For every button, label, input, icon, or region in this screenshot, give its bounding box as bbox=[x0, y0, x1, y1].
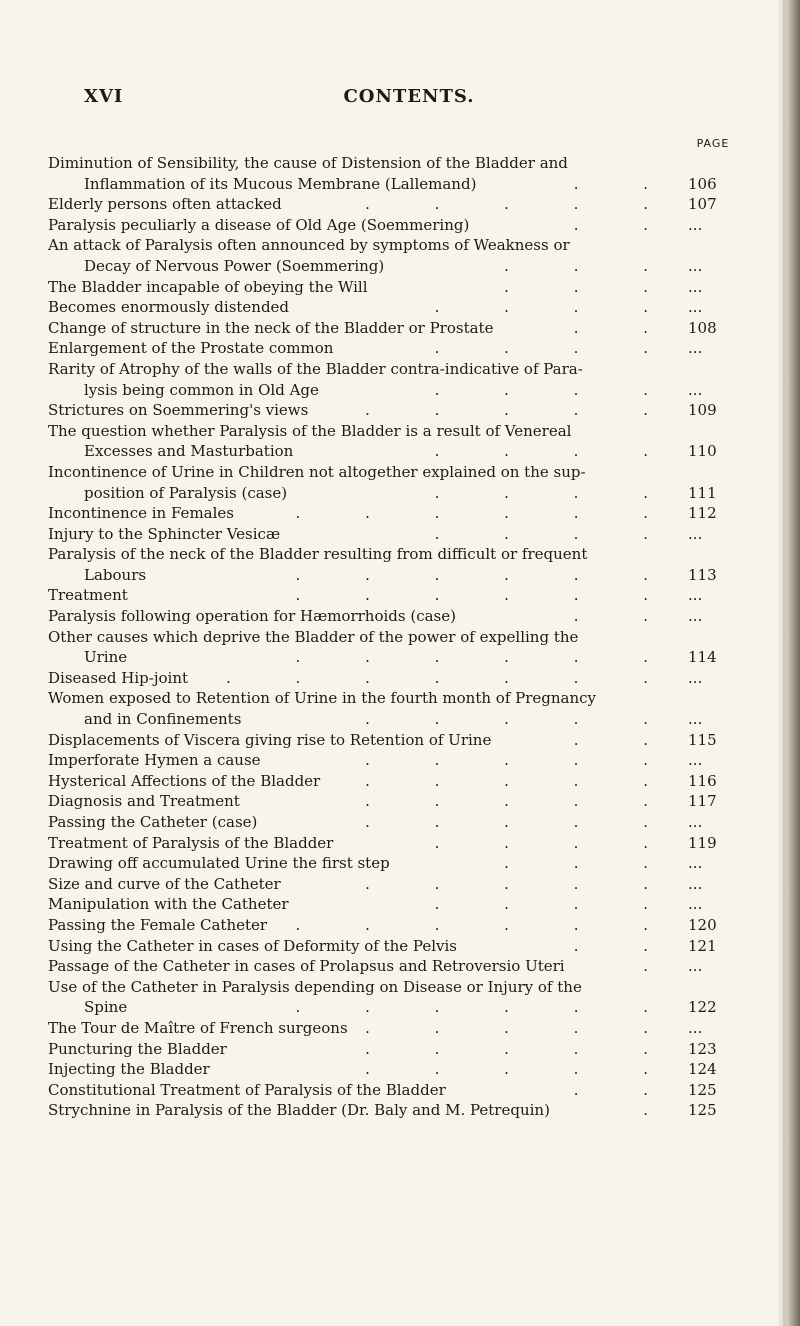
toc-entry bbox=[48, 688, 740, 709]
toc-entry-text: Labours bbox=[84, 565, 147, 584]
toc-leader-dots: . . . . . . bbox=[295, 565, 678, 584]
toc-entry bbox=[48, 730, 740, 751]
toc-page-number: 125 bbox=[688, 1101, 717, 1120]
toc-entry-text: Use of the Catheter in Paralysis depending on Disease or Injury of the bbox=[48, 977, 582, 996]
toc-entry bbox=[48, 833, 740, 854]
toc-entry bbox=[48, 1059, 740, 1080]
toc-page-number: 110 bbox=[688, 442, 717, 461]
toc-page-number: 122 bbox=[688, 998, 717, 1017]
page-fold-line bbox=[783, 0, 786, 1326]
toc-leader-dots: . . . . . bbox=[365, 1060, 678, 1079]
toc-entry-text: and in Confinements bbox=[84, 710, 242, 729]
toc-page-number: 109 bbox=[688, 401, 717, 420]
toc-entry bbox=[48, 812, 740, 833]
toc-entry-text: Passing the Catheter (case) bbox=[48, 813, 258, 831]
toc-entry-text: Drawing off accumulated Urine the first step bbox=[48, 854, 390, 873]
toc-entry-text: Diminution of Sensibility, the cause of Distension of the Bladder and bbox=[48, 154, 568, 172]
toc-page-number: ... bbox=[688, 957, 703, 976]
toc-entry-text: Injecting the Bladder bbox=[48, 1060, 210, 1079]
toc-entry-text: Change of structure in the neck of the Bladder or Prostate bbox=[48, 318, 494, 337]
toc-page-number: 116 bbox=[688, 771, 717, 790]
toc-leader-dots: . . . . bbox=[434, 895, 678, 914]
toc-page-number: 125 bbox=[688, 1080, 717, 1099]
toc-leader-dots: . . bbox=[573, 318, 678, 337]
toc-entry-text: Paralysis following operation for Hæmorrhoids (case) bbox=[48, 607, 456, 626]
toc-entry-text: The Tour de Maître of French surgeons bbox=[48, 1018, 348, 1037]
toc-entry-text: Spine bbox=[84, 998, 128, 1017]
toc-entry bbox=[48, 359, 740, 380]
toc-entry bbox=[48, 915, 740, 936]
toc-entry bbox=[48, 874, 740, 895]
toc-entry bbox=[48, 853, 740, 874]
toc-page-number: 112 bbox=[688, 504, 717, 523]
toc-entry bbox=[48, 421, 740, 442]
toc-page-number: 107 bbox=[688, 195, 717, 214]
toc-entry bbox=[48, 606, 740, 627]
toc-leader-dots: . . . . bbox=[434, 833, 678, 852]
toc-leader-dots: . . . . bbox=[434, 524, 678, 543]
toc-leader-dots: . . . . bbox=[434, 339, 678, 358]
toc-entry bbox=[48, 627, 740, 648]
toc-entry-text: Enlargement of the Prostate common bbox=[48, 339, 334, 358]
toc-entry-text: Puncturing the Bladder bbox=[48, 1039, 227, 1058]
toc-leader-dots: . . . . . bbox=[365, 195, 678, 214]
toc-leader-dots: . . . . bbox=[434, 380, 678, 399]
toc-leader-dots: . . . . . bbox=[365, 401, 678, 420]
toc-entry-text: Constitutional Treatment of Paralysis of the Bladder bbox=[48, 1080, 446, 1099]
toc-leader-dots: . . bbox=[573, 174, 678, 193]
toc-entry bbox=[48, 1018, 740, 1039]
toc-leader-dots: . . . . . . bbox=[295, 998, 678, 1017]
toc-entry bbox=[48, 585, 740, 606]
toc-entry-text: Injury to the Sphincter Vesicæ bbox=[48, 524, 281, 543]
toc-entry-text: Excesses and Masturbation bbox=[84, 442, 294, 461]
toc-page-number: ... bbox=[688, 215, 703, 234]
toc-entry-text: Strictures on Soemmering's views bbox=[48, 401, 309, 420]
toc-page-number: 108 bbox=[688, 318, 717, 337]
toc-page-number: 111 bbox=[688, 483, 717, 502]
toc-leader-dots: . . . bbox=[504, 256, 678, 275]
toc-entry-text: Hysterical Affections of the Bladder bbox=[48, 771, 321, 790]
toc-entry bbox=[48, 277, 740, 298]
toc-entry bbox=[48, 977, 740, 998]
toc-leader-dots: . . . . . bbox=[365, 792, 678, 811]
toc-leader-dots: . . . . . bbox=[365, 771, 678, 790]
toc-entry-text: The Bladder incapable of obeying the Will bbox=[48, 277, 368, 296]
toc-entry bbox=[48, 791, 740, 812]
toc-entry bbox=[48, 235, 740, 256]
toc-entry bbox=[48, 771, 740, 792]
toc-leader-dots: . bbox=[643, 957, 678, 976]
toc-page-number: ... bbox=[688, 298, 703, 317]
toc-entry-text: Paralysis peculiarly a disease of Old Age (Soemmering) bbox=[48, 215, 470, 234]
toc-leader-dots: . . . . . . bbox=[295, 648, 678, 667]
toc-entry-text: Strychnine in Paralysis of the Bladder (Dr. Baly and M. Petrequin) bbox=[48, 1101, 550, 1120]
toc-entry-continuation bbox=[48, 174, 740, 195]
toc-entry-text: Elderly persons often attacked bbox=[48, 195, 282, 214]
toc-entry-text: Urine bbox=[84, 648, 128, 667]
toc-entry-text: Diseased Hip-joint bbox=[48, 668, 189, 687]
toc-entry-text: An attack of Paralysis often announced by symptoms of Weakness or bbox=[48, 236, 570, 255]
toc-entry-continuation bbox=[48, 380, 740, 401]
toc-leader-dots: . . . . . bbox=[365, 751, 678, 770]
toc-page-number: 117 bbox=[688, 792, 717, 811]
toc-entry-continuation bbox=[48, 256, 740, 277]
toc-entry-text: Passing the Female Catheter bbox=[48, 915, 268, 934]
toc-page-number: 115 bbox=[688, 730, 717, 749]
toc-entry-text: Passage of the Catheter in cases of Prolapsus and Retroversio Uteri bbox=[48, 957, 565, 976]
toc-page-number: ... bbox=[688, 277, 703, 296]
toc-page-number: ... bbox=[688, 380, 703, 399]
toc-leader-dots: . . bbox=[573, 730, 678, 749]
toc-entry bbox=[48, 215, 740, 236]
toc-entry-text: Decay of Nervous Power (Soemmering) bbox=[84, 256, 385, 275]
toc-page-number: 114 bbox=[688, 648, 717, 667]
toc-leader-dots: . . . . . bbox=[365, 1039, 678, 1058]
toc-entry bbox=[48, 400, 740, 421]
toc-leader-dots: . . . bbox=[504, 277, 678, 296]
toc-entry-text: Becomes enormously distended bbox=[48, 298, 290, 317]
toc-entry-text: Other causes which deprive the Bladder of the power of expelling the bbox=[48, 627, 579, 646]
toc-entry-text: Size and curve of the Catheter bbox=[48, 874, 281, 893]
toc-entry bbox=[48, 750, 740, 771]
toc-entry-text: The question whether Paralysis of the Bladder is a result of Venereal bbox=[48, 421, 572, 440]
toc-entry bbox=[48, 956, 740, 977]
toc-entry-continuation bbox=[48, 647, 740, 668]
toc-entry bbox=[48, 318, 740, 339]
toc-entry bbox=[48, 1080, 740, 1101]
toc-leader-dots: . . bbox=[573, 607, 678, 626]
toc-page-number: 120 bbox=[688, 915, 717, 934]
toc-entry-text: Treatment bbox=[48, 586, 128, 605]
toc-entry-text: lysis being common in Old Age bbox=[84, 380, 319, 399]
toc-leader-dots: . . . . . . bbox=[295, 915, 678, 934]
toc-entry-continuation bbox=[48, 997, 740, 1018]
toc-leader-dots: . . . . bbox=[434, 298, 678, 317]
toc-page-number: ... bbox=[688, 607, 703, 626]
toc-leader-dots: . . bbox=[573, 1080, 678, 1099]
toc-page-number: ... bbox=[688, 854, 703, 873]
toc-entry bbox=[48, 462, 740, 483]
toc-entry bbox=[48, 297, 740, 318]
toc-page-number: ... bbox=[688, 710, 703, 729]
toc-entry bbox=[48, 894, 740, 915]
toc-page-number: 113 bbox=[688, 565, 717, 584]
toc-entry-text: Manipulation with the Catheter bbox=[48, 895, 289, 914]
toc-leader-dots: . . . . . . bbox=[295, 504, 678, 523]
toc-leader-dots: . . . . . bbox=[365, 874, 678, 893]
toc-entry-continuation bbox=[48, 709, 740, 730]
toc-page-number: ... bbox=[688, 339, 703, 358]
toc-page-number: ... bbox=[688, 895, 703, 914]
toc-page-number: ... bbox=[688, 524, 703, 543]
toc-entry bbox=[48, 668, 740, 689]
toc-entry-text: Rarity of Atrophy of the walls of the Bladder contra-indicative of Para- bbox=[48, 359, 583, 378]
toc-entry-text: Incontinence of Urine in Children not altogether explained on the sup- bbox=[48, 462, 586, 481]
toc-entry-text: Treatment of Paralysis of the Bladder bbox=[48, 833, 334, 852]
toc-entry bbox=[48, 338, 740, 359]
toc-leader-dots: . . . . . . . bbox=[226, 668, 678, 687]
toc-entry bbox=[48, 1039, 740, 1060]
contents-list bbox=[48, 153, 740, 1121]
running-head bbox=[84, 86, 734, 110]
toc-leader-dots: . bbox=[643, 1101, 678, 1120]
toc-entry bbox=[48, 194, 740, 215]
toc-entry-continuation bbox=[48, 441, 740, 462]
page-column-label: PAGE bbox=[696, 137, 730, 150]
toc-entry bbox=[48, 544, 740, 565]
toc-page-number: ... bbox=[688, 874, 703, 893]
toc-entry-text: Paralysis of the neck of the Bladder resulting from difficult or frequent bbox=[48, 545, 588, 564]
toc-page-number: 106 bbox=[688, 174, 717, 193]
toc-leader-dots: . . . . bbox=[434, 483, 678, 502]
toc-entry-text: Imperforate Hymen a cause bbox=[48, 751, 261, 770]
toc-entry bbox=[48, 936, 740, 957]
toc-entry-text: Diagnosis and Treatment bbox=[48, 792, 240, 811]
toc-leader-dots: . . . . . bbox=[365, 1018, 678, 1037]
toc-entry-text: Using the Catheter in cases of Deformity of the Pelvis bbox=[48, 936, 457, 955]
toc-leader-dots: . . . . . bbox=[365, 710, 678, 729]
toc-entry-text: Incontinence in Females bbox=[48, 504, 234, 523]
toc-leader-dots: . . . . . . bbox=[295, 586, 678, 605]
toc-leader-dots: . . bbox=[573, 215, 678, 234]
toc-page-number: 124 bbox=[688, 1060, 717, 1079]
toc-entry bbox=[48, 524, 740, 545]
page-edge-shadow bbox=[778, 0, 800, 1326]
toc-entry-continuation bbox=[48, 483, 740, 504]
toc-page-number: 121 bbox=[688, 936, 717, 955]
toc-page-number: ... bbox=[688, 256, 703, 275]
toc-leader-dots: . . . . . bbox=[365, 813, 678, 831]
toc-entry bbox=[48, 503, 740, 524]
toc-page-number: ... bbox=[688, 586, 703, 605]
toc-leader-dots: . . . bbox=[504, 854, 678, 873]
toc-page-number: ... bbox=[688, 813, 703, 831]
toc-entry bbox=[48, 153, 740, 174]
page-title: CONTENTS. bbox=[343, 86, 475, 107]
toc-entry-text: Displacements of Viscera giving rise to Retention of Urine bbox=[48, 730, 492, 749]
page-number: XVI bbox=[84, 86, 124, 107]
toc-page-number: ... bbox=[688, 1018, 703, 1037]
toc-entry bbox=[48, 1100, 740, 1121]
toc-page-number: 119 bbox=[688, 833, 717, 852]
toc-entry-text: Women exposed to Retention of Urine in the fourth month of Pregnancy bbox=[48, 689, 597, 708]
toc-page-number: 123 bbox=[688, 1039, 717, 1058]
toc-leader-dots: . . bbox=[573, 936, 678, 955]
toc-page-number: ... bbox=[688, 668, 703, 687]
toc-entry-text: position of Paralysis (case) bbox=[84, 483, 288, 502]
toc-entry-continuation bbox=[48, 565, 740, 586]
toc-page-number: ... bbox=[688, 751, 703, 770]
toc-entry-text: Inflammation of its Mucous Membrane (Lallemand) bbox=[84, 174, 477, 193]
toc-leader-dots: . . . . bbox=[434, 442, 678, 461]
